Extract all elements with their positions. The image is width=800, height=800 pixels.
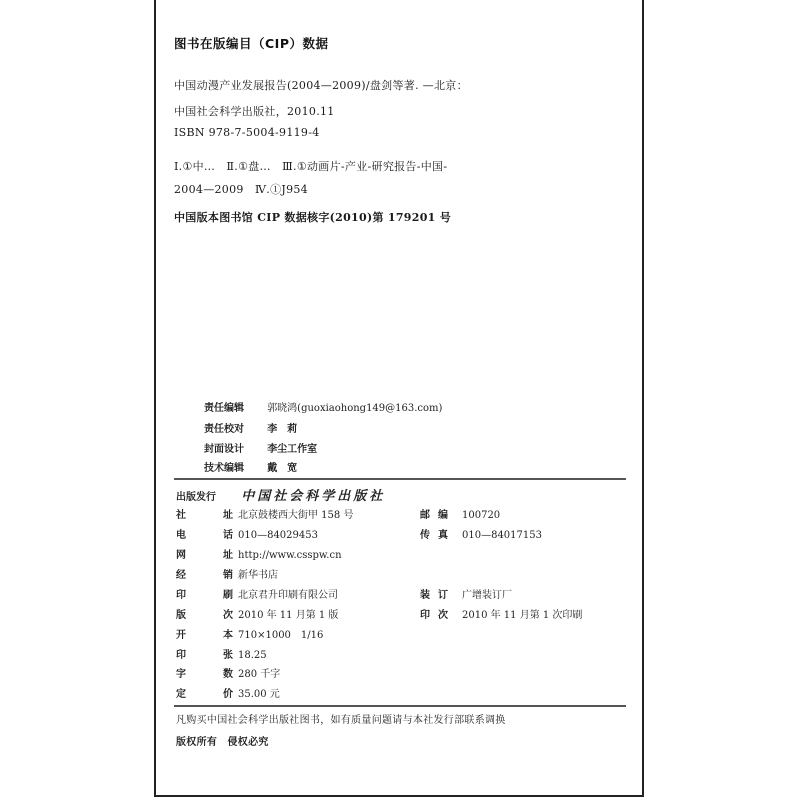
detail-value: 北京鼓楼西大街甲 158 号 [238,510,354,521]
staff-label: 技术编辑 [204,463,244,474]
detail-value: 010—84029453 [238,530,318,541]
staff-row-editor [204,399,442,414]
detail-value: 新华书店 [238,570,278,581]
detail-row-address: 社 址 北京鼓楼西大街甲 158 号 邮 编 100720 [176,506,500,521]
staff-value: 郭晓鸿(guoxiaohong149@163.com) [267,403,443,414]
detail-row-phone: 电 话 010—84029453 传 真 010—84017153 [176,530,542,541]
staff-label: 封面设计 [204,444,244,455]
detail-value: 710×1000 1/16 [238,630,324,641]
detail-value: 2010 年 11 月第 1 版 [238,610,339,621]
cip-title: 图书在版编目（CIP）数据 [174,36,329,51]
cip-approval-number: 中国版本图书馆 CIP 数据核字(2010)第 179201 号 [174,211,452,224]
staff-value: 戴 宽 [267,463,298,474]
divider-bottom [174,705,626,707]
detail-value: 35.00 元 [238,689,280,700]
publisher-row [176,485,385,504]
staff-value: 李尘工作室 [267,444,318,455]
detail-value: 280 千字 [238,669,281,680]
detail-row-printer: 印 刷 北京君升印刷有限公司 装 订 广增装订厂 [176,586,512,601]
staff-row-proofreader [204,420,297,435]
detail-row-edition: 版 次 2010 年 11 月第 1 版 印 次 2010 年 11 月第 1 次印刷 [176,606,582,621]
staff-value: 李 莉 [267,424,298,435]
detail-row-word-count: 字 数 280 千字 [176,665,380,680]
detail-value: 北京君升印刷有限公司 [238,590,338,601]
detail-value-right: 100720 [462,510,501,521]
cip-classification-1: Ⅰ.①中… Ⅱ.①盘… Ⅲ.①动画片-产业-研究报告-中国- [174,160,448,173]
detail-value-right: 广增装订厂 [462,590,512,601]
rights-notice: 版权所有 侵权必究 [176,737,269,748]
detail-value: http://www.csspw.cn [238,550,342,561]
detail-row-sheets: 印 张 18.25 [176,646,380,661]
staff-label: 责任编辑 [204,403,244,414]
detail-value: 18.25 [238,650,267,661]
detail-row-format: 开 本 710×1000 1/16 [176,626,380,641]
detail-value-right: 010—84017153 [462,530,542,541]
detail-row-distributor: 经 销 新华书店 [176,566,380,581]
staff-row-cover-design [204,440,317,455]
staff-label: 责任校对 [204,424,244,435]
quality-notice: 凡购买中国社会科学出版社图书，如有质量问题请与本社发行部联系调换 [176,715,506,726]
publisher-name: 中国社会科学出版社 [241,489,386,504]
cip-line-1: 中国动漫产业发展报告(2004—2009)/盘剑等著. —北京： [174,79,468,92]
cip-classification-2: 2004—2009 Ⅳ.①J954 [174,183,308,196]
publisher-label: 出版发行 [176,492,216,503]
detail-row-price: 定 价 35.00 元 [176,685,380,700]
detail-row-website: 网 址 http://www.csspw.cn [176,546,380,561]
staff-row-tech-editor [204,459,297,474]
detail-value-right: 2010 年 11 月第 1 次印刷 [462,610,583,621]
copyright-page [154,0,644,797]
isbn-line: ISBN 978-7-5004-9119-4 [174,126,320,139]
divider-top [174,478,626,480]
cip-line-2: 中国社会科学出版社，2010.11 [174,105,335,118]
